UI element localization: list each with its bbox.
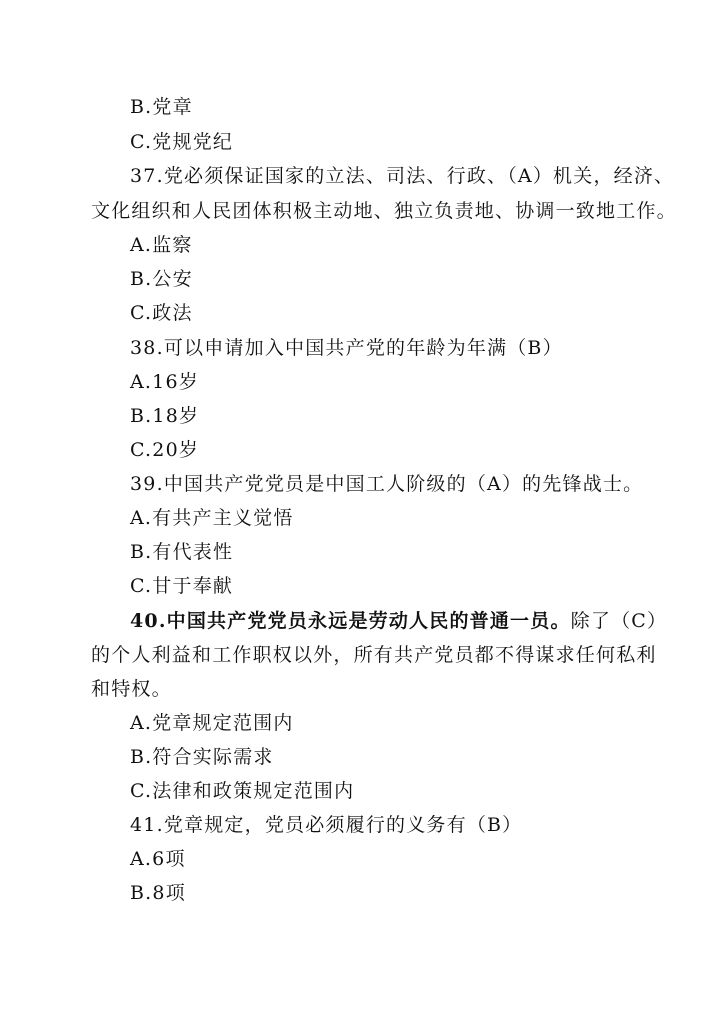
- q36-option-b: B.党章: [130, 96, 193, 118]
- q41-option-a: A.6项: [130, 848, 186, 870]
- question-40-cont-2: 和特权。: [91, 678, 172, 700]
- q39-option-a: A.有共产主义觉悟: [130, 507, 294, 529]
- q40-option-b: B.符合实际需求: [130, 746, 274, 768]
- q39-option-c: C.甘于奉献: [130, 575, 234, 597]
- question-38: 38.可以申请加入中国共产党的年龄为年满（B）: [130, 337, 563, 359]
- q37-option-c: C.政法: [130, 302, 193, 324]
- question-41: 41.党章规定，党员必须履行的义务有（B）: [130, 814, 523, 836]
- q40-option-c: C.法律和政策规定范围内: [130, 780, 355, 802]
- question-40-rest: 除了（C）: [570, 610, 668, 632]
- question-37: 37.党必须保证国家的立法、司法、行政、（A）机关，经济、: [130, 165, 675, 187]
- q38-option-b: B.18岁: [130, 405, 200, 427]
- q37-option-b: B.公安: [130, 268, 193, 290]
- q39-option-b: B.有代表性: [130, 541, 234, 563]
- q40-option-a: A.党章规定范围内: [130, 712, 294, 734]
- question-40-bold-part: 40.中国共产党党员永远是劳动人民的普通一员。: [130, 610, 571, 632]
- question-39: 39.中国共产党党员是中国工人阶级的（A）的先锋战士。: [130, 473, 644, 495]
- question-37-cont: 文化组织和人民团体积极主动地、独立负责地、协调一致地工作。: [91, 200, 677, 222]
- q41-option-b: B.8项: [130, 882, 186, 904]
- q38-option-a: A.16岁: [130, 371, 199, 393]
- q37-option-a: A.监察: [130, 234, 193, 256]
- q38-option-c: C.20岁: [130, 439, 200, 461]
- question-40-cont-1: 的个人利益和工作职权以外，所有共产党员都不得谋求任何私利: [91, 644, 657, 666]
- question-40: [130, 609, 667, 633]
- q36-option-c: C.党规党纪: [130, 131, 234, 153]
